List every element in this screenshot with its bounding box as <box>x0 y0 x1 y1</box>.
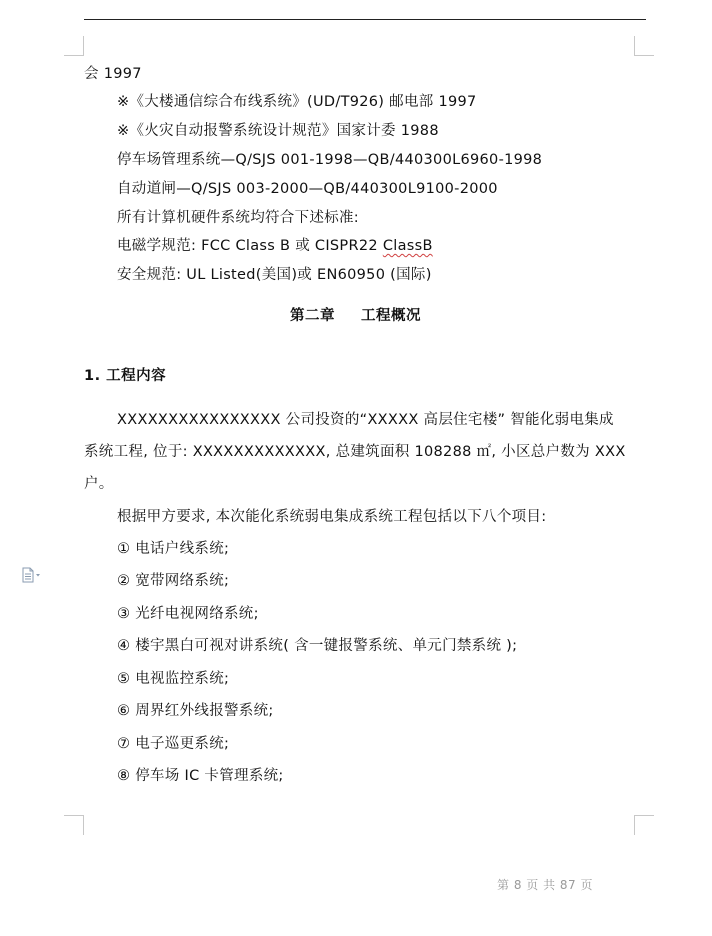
section-heading: 1. 工程内容 <box>84 368 167 384</box>
list-item: ④ 楼宇黑白可视对讲系统( 含一键报警系统、单元门禁系统 ); <box>117 638 518 654</box>
emc-standard-line <box>117 236 433 256</box>
chapter-title: 工程概况 <box>361 308 421 324</box>
paragraph-line: XXXXXXXXXXXXXXXX 公司投资的“XXXXX 高层住宅楼” 智能化弱电集成 <box>117 412 614 428</box>
list-item: ③ 光纤电视网络系统; <box>117 606 259 622</box>
text-line: ※《火灾自动报警系统设计规范》国家计委 1988 <box>117 123 439 139</box>
chapter-heading <box>290 306 421 326</box>
list-item: ⑥ 周界红外线报警系统; <box>117 703 274 719</box>
spellcheck-flagged-word[interactable]: ClassB <box>382 238 433 254</box>
paragraph-line: 户。 <box>84 476 114 492</box>
paragraph-line: 根据甲方要求, 本次能化系统弱电集成系统工程包括以下八个项目: <box>117 509 547 525</box>
text-line: 会 1997 <box>84 66 142 82</box>
emc-prefix: 电磁学规范: FCC Class B 或 CISPR22 <box>117 238 383 254</box>
text-line: 所有计算机硬件系统均符合下述标准: <box>117 210 359 226</box>
list-item: ⑦ 电子巡更系统; <box>117 736 230 752</box>
list-item: ⑧ 停车场 IC 卡管理系统; <box>117 768 284 784</box>
header-rule <box>84 19 646 20</box>
margin-corner-bottom-right <box>634 815 654 835</box>
list-item: ⑤ 电视监控系统; <box>117 671 230 687</box>
text-line: ※《大楼通信综合布线系统》(UD/T926) 邮电部 1997 <box>117 94 477 110</box>
margin-corner-top-right <box>634 36 654 56</box>
margin-corner-top-left <box>64 36 84 56</box>
paste-options-icon[interactable] <box>22 567 42 583</box>
paragraph-line: 系统工程, 位于: XXXXXXXXXXXXX, 总建筑面积 108288 ㎡, 小区总户数为 XXX <box>84 444 626 460</box>
chapter-number: 第二章 <box>290 308 335 324</box>
text-line: 自动道闸—Q/SJS 003-2000—QB/440300L9100-2000 <box>117 181 498 197</box>
margin-corner-bottom-left <box>64 815 84 835</box>
list-item: ① 电话户线系统; <box>117 541 230 557</box>
text-line: 安全规范: UL Listed(美国)或 EN60950 (国际) <box>117 267 432 283</box>
page-footer: 第 8 页 共 87 页 <box>497 878 593 892</box>
list-item: ② 宽带网络系统; <box>117 573 230 589</box>
text-line: 停车场管理系统—Q/SJS 001-1998—QB/440300L6960-1998 <box>117 152 543 168</box>
